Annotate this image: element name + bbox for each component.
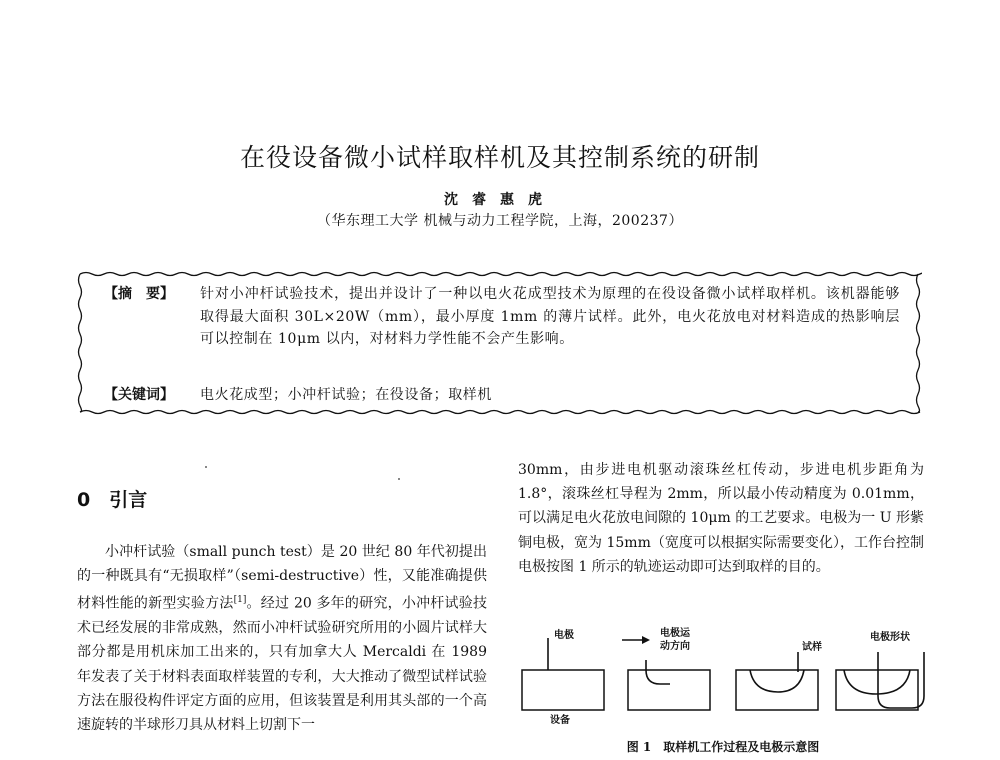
label-motion-2: 动方向 [660, 641, 690, 652]
right-column [518, 458, 924, 579]
paper-title: 在役设备微小试样取样机及其控制系统的研制 [239, 143, 760, 172]
right-paragraph: 30mm，由步进电机驱动滚珠丝杠传动，步进电机步距角为 1.8°，滚珠丝杠导程为 2mm，所以最小传动精度为 0.01mm，可以满足电火花放电间隙的 10μm 的工艺要求。电极为一 U 形紫铜电极，宽为 15mm（宽度可以根据实际需要变化），工作台控制电极按图 1 所示的轨迹运动即可达到取样的目的。 [518, 462, 924, 575]
left-column [77, 540, 487, 737]
label-specimen: 试样 [802, 642, 822, 653]
specimen-cut [750, 670, 804, 692]
intro-text: 小冲杆试验（small punch test）是 20 世纪 80 年代初提出的一种既具有“无损取样”（semi-destructive）性，又能准确提供材料性能的新型实验方法 [77, 544, 487, 613]
section-heading: 0 引言 [77, 489, 148, 511]
figure-1-drawing [518, 622, 928, 722]
figure-1 [518, 622, 928, 726]
figure-1-caption: 图 1 取样机工作过程及电极示意图 [626, 740, 820, 754]
equipment-block-1 [522, 670, 604, 710]
motion-arrow-head [642, 636, 650, 644]
label-electrode-shape: 电极形状 [870, 632, 910, 643]
electrode-path-2 [646, 660, 670, 684]
keywords-text: 电火花成型；小冲杆试验；在役设备；取样机 [200, 387, 492, 403]
electrode-u-shape [878, 652, 924, 708]
label-equipment: 设备 [550, 715, 570, 726]
intro-paragraph [77, 540, 487, 737]
equipment-block-4 [836, 670, 918, 710]
paper-affiliation: （华东理工大学 机械与动力工程学院，上海，200237） [317, 213, 683, 229]
scan-speck [398, 478, 400, 480]
equipment-block-3 [736, 670, 818, 710]
abstract-box [76, 270, 922, 416]
scan-speck [205, 466, 207, 468]
specimen-cut-4 [844, 670, 910, 694]
paper-authors: 沈睿惠虎 [444, 192, 556, 208]
keywords-label: 【关键词】 [104, 387, 174, 403]
abstract-text: 针对小冲杆试验技术，提出并设计了一种以电火花成型技术为原理的在役设备微小试样取样机。该机器能够取得最大面积 30L×20W（mm），最小厚度 1mm 的薄片试样。此外，电火花放电对材料造成的热影响层可以控制在 10μm 以内，对材料力学性能不会产生影响。 [200, 286, 900, 347]
intro-text-cont: 。经过 20 多年的研究，小冲杆试验技术已经发展的非常成熟，然而小冲杆试验研究所用的小圆片试样大部分都是用机床加工出来的，只有加拿大人 Mercaldi 在 1989 年发表了关于材料表面取样装置的专利，大大推动了微型试样试验方法在服役构件评定方面的应用，但该装置是利用其头部的一个高速旋转的半球形刀具从材料上切割下一 [77, 596, 488, 734]
citation-ref[interactable]: [1] [233, 595, 247, 606]
label-electrode: 电极 [554, 630, 574, 641]
abstract-label: 【摘 要】 [104, 286, 174, 302]
equipment-block-2 [628, 670, 710, 710]
label-motion-1: 电极运 [660, 628, 690, 639]
